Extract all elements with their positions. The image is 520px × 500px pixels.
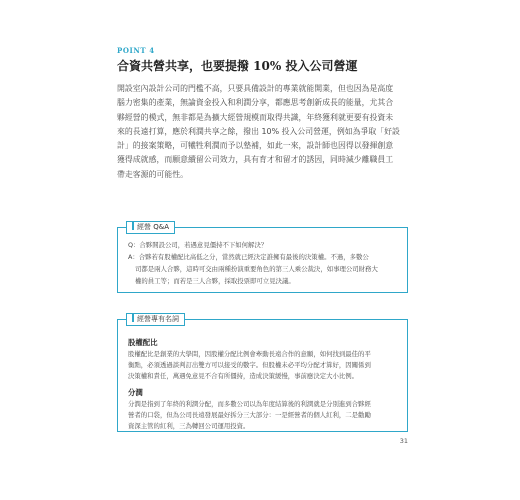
terms-box-tab xyxy=(126,313,185,326)
qa-answer-line: 司都是兩人合夥，這時可交由兩種扮演重要角色的第三人乘公裁決，如事理公司財務大 xyxy=(135,265,378,273)
body-line: 開設室內設計公司的門檻不高，只要具備設計的專業就能開業，但也因為是高度 xyxy=(117,84,394,93)
term-title-profit-share: 分潤 xyxy=(128,388,143,397)
page-number: 31 xyxy=(399,437,408,445)
point-label: POINT 4 xyxy=(117,46,155,55)
qa-answer-line: A：合夥若有股權配比高低之分，當然就已經決定誰擁有最後的決策權。不過，多數公 xyxy=(128,253,369,261)
qa-tab-label: 經營 Q&A xyxy=(137,223,169,231)
term-profit-line: 營者的口袋，但為公司長遠發展最好拆分三大部分：一是經營者的個人紅利，二是勸勵 xyxy=(128,411,371,419)
body-line: 獲得成就感，而願意續留公司效力，具有育才和留才的誘因，同時減少離職員工 xyxy=(117,155,394,165)
term-equity-line: 股權配比是創業的大學問，因股權分配比例會牽動長遠合作的意願，如何找到最佳的平 xyxy=(128,350,371,358)
body-paragraph xyxy=(117,82,408,182)
qa-question: Q：合夥開設公司，若遇意見僵持不下如何解決？ xyxy=(128,241,268,249)
body-line: 來的長遠打算，應於利潤共享之餘，撥出 10% 投入公司營運，例如為爭取「好設 xyxy=(117,126,400,136)
body-line: 帶走客源的可能性。 xyxy=(117,169,189,179)
qa-answer-line: 權的員工等；而若是三人合夥，採取投票即可立見決議。 xyxy=(135,277,295,285)
body-line: 夥經營的模式，無非都是為擴大經營規模而取得共識，年終獲利就更要有投資未 xyxy=(117,112,394,122)
qa-box-tab xyxy=(126,221,175,234)
term-title-equity: 股權配比 xyxy=(128,338,158,347)
terms-box xyxy=(117,315,408,432)
body-line: 計」的接案策略，可犧牲利潤而予以墊補，如此一來，設計師也因得以發揮創意 xyxy=(117,141,394,151)
term-equity-line: 衡點，必須透過談判訂出雙方可以接受的數字。但股權未必平均分配才算好，因關係到 xyxy=(128,361,371,369)
qa-box xyxy=(117,223,408,293)
tab-accent-bar xyxy=(132,222,134,230)
term-profit-line: 分潤是指到了年終的利潤分配，而多數公司以為年度結算後的利潤就是分別進到合夥經 xyxy=(128,400,371,408)
terms-tab-label: 經營專有名詞 xyxy=(137,315,179,323)
tab-accent-bar xyxy=(132,314,134,322)
term-profit-line: 資深主管的紅利，三為轉回公司運用投資。 xyxy=(128,422,250,430)
term-equity-line: 決策權和責任，萬遇免意見不合有所僵持，造成決策緩慢，事前應決定大小比例。 xyxy=(128,372,359,380)
body-line: 腦力密集的產業，無論資金投入和利潤分享，都應思考創新成長的能量，尤其合 xyxy=(117,98,394,108)
section-heading: 合資共營共享，也要提撥 10% 投入公司營運 xyxy=(117,59,358,73)
